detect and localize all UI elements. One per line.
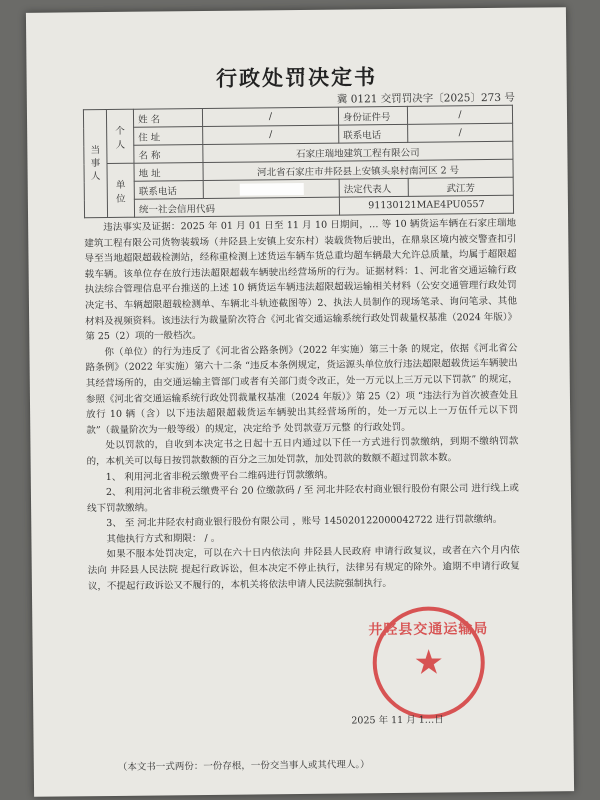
issue-date: 2025 年 11 月 1…日 [351,714,444,727]
address-value: / [203,125,339,144]
org-phone-value [203,179,339,198]
seal-text: 井陉县交通运输局 [368,621,489,639]
id-value: / [407,105,512,124]
document-body [84,216,520,595]
legal-rep-label: 法定代表人 [339,178,408,197]
redaction-block [239,182,303,195]
document-title: 行政处罚决定书 [215,64,378,91]
document-footer: （本文书一式两份：一份存根，一份交当事人或其代理人。） [117,759,370,773]
other-execution-paragraph: 其他执行方式和期限： / 。 [106,532,221,545]
payment-method-1: 1、 利用河北省非税云缴费平台二维码进行罚款缴纳。 [105,469,334,483]
individual-label: 个人 [106,109,134,163]
appeal-paragraph: 如果不服本处罚决定，可以在六十日内依法向 井陉县人民政府 申请行政复议，或者在六个月内依法向 井陉县人民法院 提起行政诉讼，但本决定不停止执行，法律另有规定的除外。逾期不申请行政复议，不提起行政诉讼又不履行的，本机关将依法申请人民法院强制执行。 [87,545,520,592]
legal-rep-value: 武江芳 [408,177,513,196]
org-address-label: 地 址 [134,163,203,182]
payment-paragraph: 处以罚款的，自收到本决定书之日起十五日内通过以下任一方式进行罚款缴纳，到期不缴纳罚款的，本机关可以每日按罚款数额的百分之三加处罚款，加处罚款的数额不超过罚款本数。 [86,436,519,468]
payment-method-2: 2、 利用河北省非税云缴费平台 20 位缴款码 / 至 河北井陉农村商业银行股份有限公司 进行线上或线下罚款缴纳。 [87,482,519,514]
facts-paragraph: 违法事实及证据：2025 年 01 月 01 日至 11 月 10 日期间，… 等 10 辆货运车辆在石家庄瑞地建筑工程有限公司货物装载场（井陉县上安镇上安东村）装载货物后驶出，在鼎泉区境内被交警查扣引导至当地超限超载检测站，经称重检测上述货运车辆车货总重均超车辆最大允许总质量，均属于超限超载车辆。该单位存在放行违法超限超载车辆驶出经营场所的行为。证据材料：1、河北省交通运输行政执法综合管理信息平台推送的上述 10 辆货运车辆违法超限超载运输相关材料（公安交通管理行政处罚决定书、车辆超限超载检测单、车辆北斗轨迹截图等）2、执法人员制作的现场笔录、询问笔录、其他材料及视频资料。该违法行为裁量阶次符合《河北省交通运输系统行政处罚裁量权基准（2024 年版）》第 25（2）项的一般档次。 [84,217,518,343]
phone-label: 联系电话 [339,124,408,143]
unit-label: 单位 [107,163,135,217]
org-address-value: 河北省石家庄市井陉县上安镇头泉村南河区 2 号 [203,159,513,180]
name-value: / [202,107,338,126]
org-name-value: 石家庄瑞地建筑工程有限公司 [203,141,513,162]
payment-method-3: 3、 至 河北井陉农村商业银行股份有限公司 ，账号 145020122000042722 进行罚款缴纳。 [106,514,503,530]
org-name-label: 名 称 [134,145,203,164]
party-info-table [83,105,514,218]
address-label: 住 址 [134,127,203,146]
document-number: 冀 0121 交罚罚决字〔2025〕273 号 [336,91,515,106]
name-label: 姓 名 [133,109,202,128]
party-group-label: 当事人 [83,110,107,218]
basis-paragraph: 你（单位）的行为违反了《河北省公路条例》（2022 年实施）第三十条 的规定，依据《河北省公路条例》（2022 年实施）第六十二条 “违反本条例规定，货运源头单位放行违法超限超载货运车辆驶出其经营场所的，由交通运输主管部门或者有关部门责令改正，处一万元以上三万元以下罚款” 的规定，参照《河北省交通运输系统行政处罚裁量权基准（2024 年版）》第 25（2）项 “违法行为首次被查处且放行 10 辆（含）以下违法超限超载货运车辆驶出其经营场所的，处一万元以上一万伍仟元以下罚款”（裁量阶次为一般等级）的规定，决定给予 处罚款壹万元整 的行政处罚。 [85,342,519,436]
credit-code-label: 统一社会信用代码 [134,197,339,217]
credit-code-value: 91130121MAE4PU0557 [339,195,513,215]
official-seal [368,606,489,719]
id-label: 身份证件号 [338,106,407,125]
phone-value: / [408,123,513,142]
org-phone-label: 联系电话 [134,181,203,200]
seal-star-icon: ★ [413,642,445,683]
document-page [26,7,574,797]
